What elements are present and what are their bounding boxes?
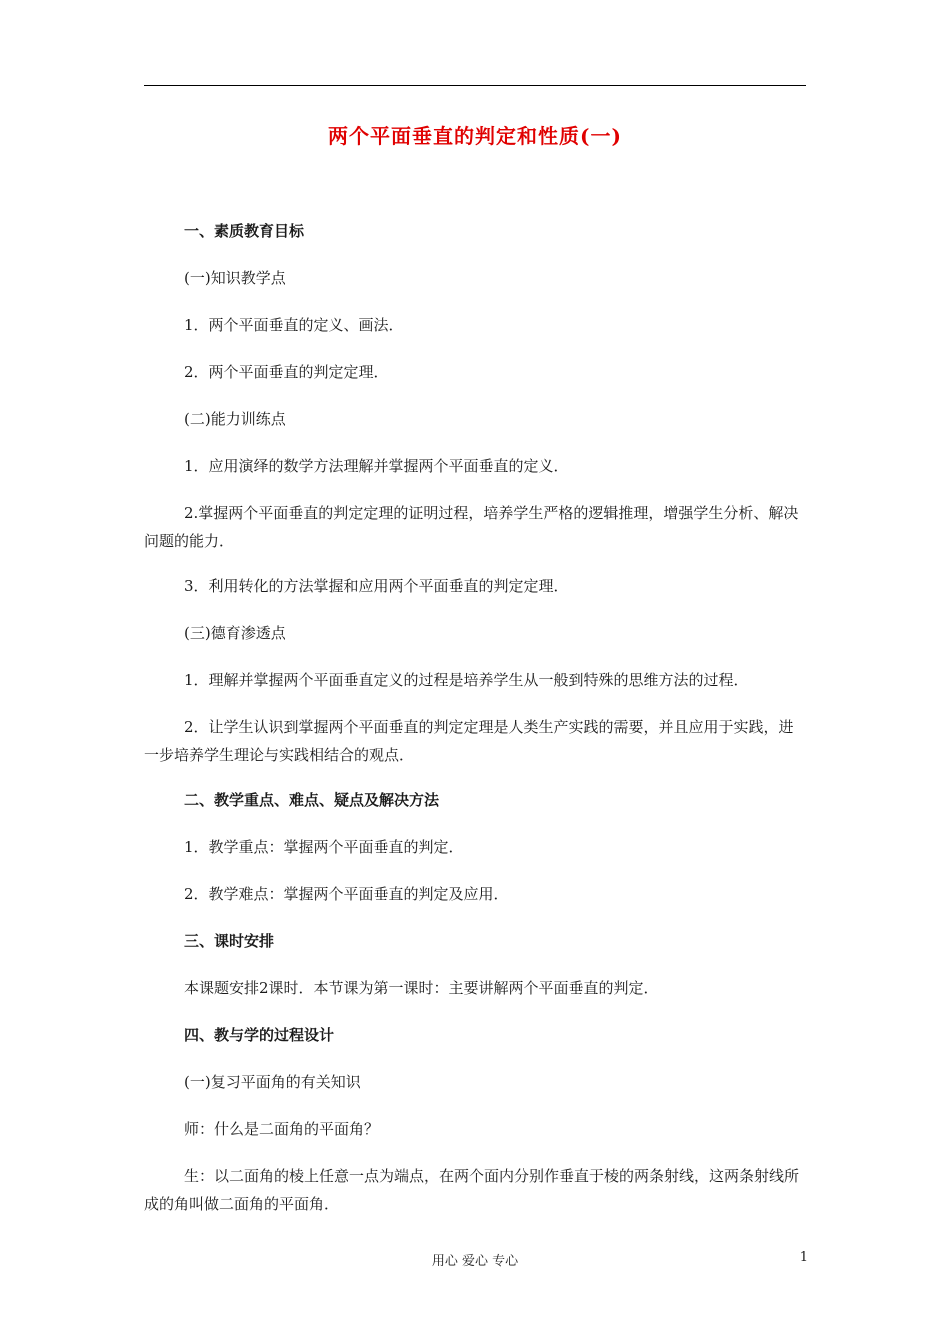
paragraph: 2．教学难点：掌握两个平面垂直的判定及应用．	[184, 885, 509, 903]
footer-slogan: 用心 爱心 专心	[431, 1254, 519, 1269]
paragraph: 1．理解并掌握两个平面垂直定义的过程是培养学生从一般到特殊的思维方法的过程．	[184, 671, 749, 689]
section-heading: 四、教与学的过程设计	[184, 1026, 335, 1044]
subsection-heading: (一)知识教学点	[184, 269, 286, 287]
page-number: 1	[799, 1250, 808, 1265]
paragraph: 1．教学重点：掌握两个平面垂直的判定．	[184, 838, 464, 856]
paragraph: 2．让学生认识到掌握两个平面垂直的判定定理是人类生产实践的需要，并且应用于实践，进一步培养学生理论与实践相结合的观点．	[144, 718, 794, 764]
header-rule	[144, 85, 806, 86]
section-heading: 二、教学重点、难点、疑点及解决方法	[184, 791, 440, 809]
paragraph: 2．两个平面垂直的判定定理．	[184, 363, 389, 381]
paragraph: 1．应用演绎的数学方法理解并掌握两个平面垂直的定义．	[184, 457, 569, 475]
document-title: 两个平面垂直的判定和性质(一)	[328, 124, 622, 148]
subsection-heading: (一)复习平面角的有关知识	[184, 1073, 361, 1091]
paragraph: 3．利用转化的方法掌握和应用两个平面垂直的判定定理．	[184, 577, 569, 595]
paragraph: 2.掌握两个平面垂直的判定定理的证明过程，培养学生严格的逻辑推理，增强学生分析、解决问题的能力．	[144, 504, 799, 550]
section-heading: 一、素质教育目标	[184, 222, 305, 240]
paragraph: 本课题安排2课时．本节课为第一课时：主要讲解两个平面垂直的判定．	[184, 979, 659, 997]
subsection-heading: (二)能力训练点	[184, 410, 286, 428]
paragraph: 1．两个平面垂直的定义、画法．	[184, 316, 404, 334]
section-heading: 三、课时安排	[184, 932, 275, 950]
paragraph: 师：什么是二面角的平面角？	[184, 1120, 380, 1138]
subsection-heading: (三)德育渗透点	[184, 624, 286, 642]
paragraph: 生：以二面角的棱上任意一点为端点，在两个面内分别作垂直于棱的两条射线，这两条射线所成的角叫做二面角的平面角．	[144, 1167, 800, 1213]
